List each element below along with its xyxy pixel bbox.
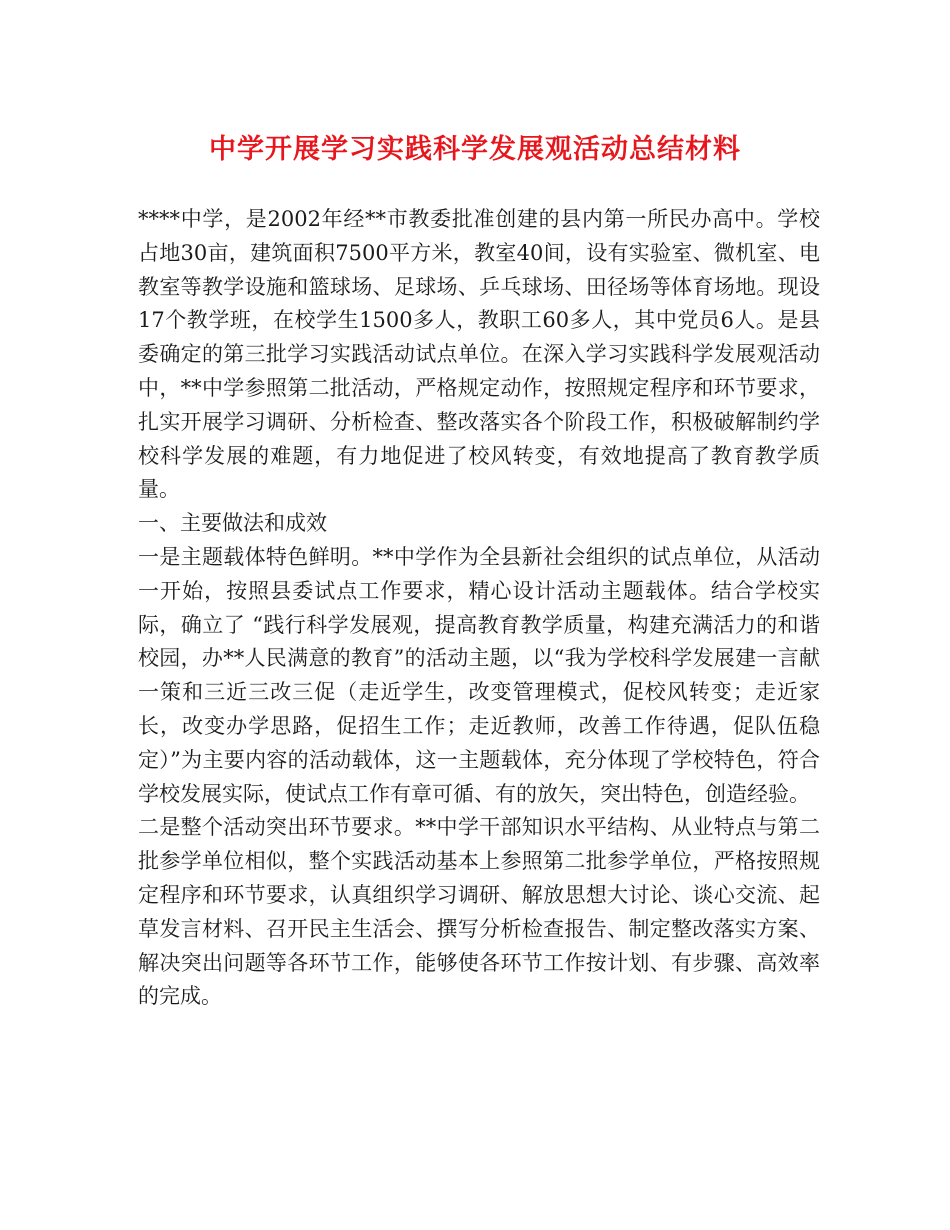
document-title: 中学开展学习实践科学发展观活动总结材料 [209,134,741,165]
paragraph-theme-carrier: 一是主题载体特色鲜明。**中学作为全县新社会组织的试点单位，从活动一开始，按照县委试点工作要求，精心设计活动主题载体。结合学校实际，确立了 “践行科学发展观，提高教育教学质量，构建充满活力的和谐校园，办**人民满意的教育”的活动主题，以“我为学校科学发展建一言献一策和三近三改三促（走近学生，改变管理模式，促校风转变；走近家长，改变办学思路，促招生工作；走近教师，改善工作待遇，促队伍稳定）”为主要内容的活动载体，这一主题载体，充分体现了学校特色，符合学校发展实际，使试点工作有章可循、有的放矢，突出特色，创造经验。 [138,544,820,806]
section-heading: 一、主要做法和成效 [138,511,327,536]
document-body [138,203,820,1014]
paragraph-process-steps: 二是整个活动突出环节要求。**中学干部知识水平结构、从业特点与第二批参学单位相似，整个实践活动基本上参照第二批参学单位，严格按照规定程序和环节要求，认真组织学习调研、解放思想大讨论、谈心交流、起草发言材料、召开民主生活会、撰写分析检查报告、制定整改落实方案、解决突出问题等各环节工作，能够使各环节工作按计划、有步骤、高效率的完成。 [138,815,820,1009]
intro-paragraph: ****中学，是2002年经**市教委批准创建的县内第一所民办高中。学校占地30亩，建筑面积7500平方米，教室40间，设有实验室、微机室、电教室等教学设施和篮球场、足球场、乒乓球场、田径场等体育场地。现设17个教学班，在校学生1500多人，教职工60多人，其中党员6人。是县委确定的第三批学习实践活动试点单位。在深入学习实践科学发展观活动中，**中学参照第二批活动，严格规定动作，按照规定程序和环节要求，扎实开展学习调研、分析检查、整改落实各个阶段工作，积极破解制约学校科学发展的难题，有力地促进了校风转变，有效地提高了教育教学质量。 [138,207,820,502]
